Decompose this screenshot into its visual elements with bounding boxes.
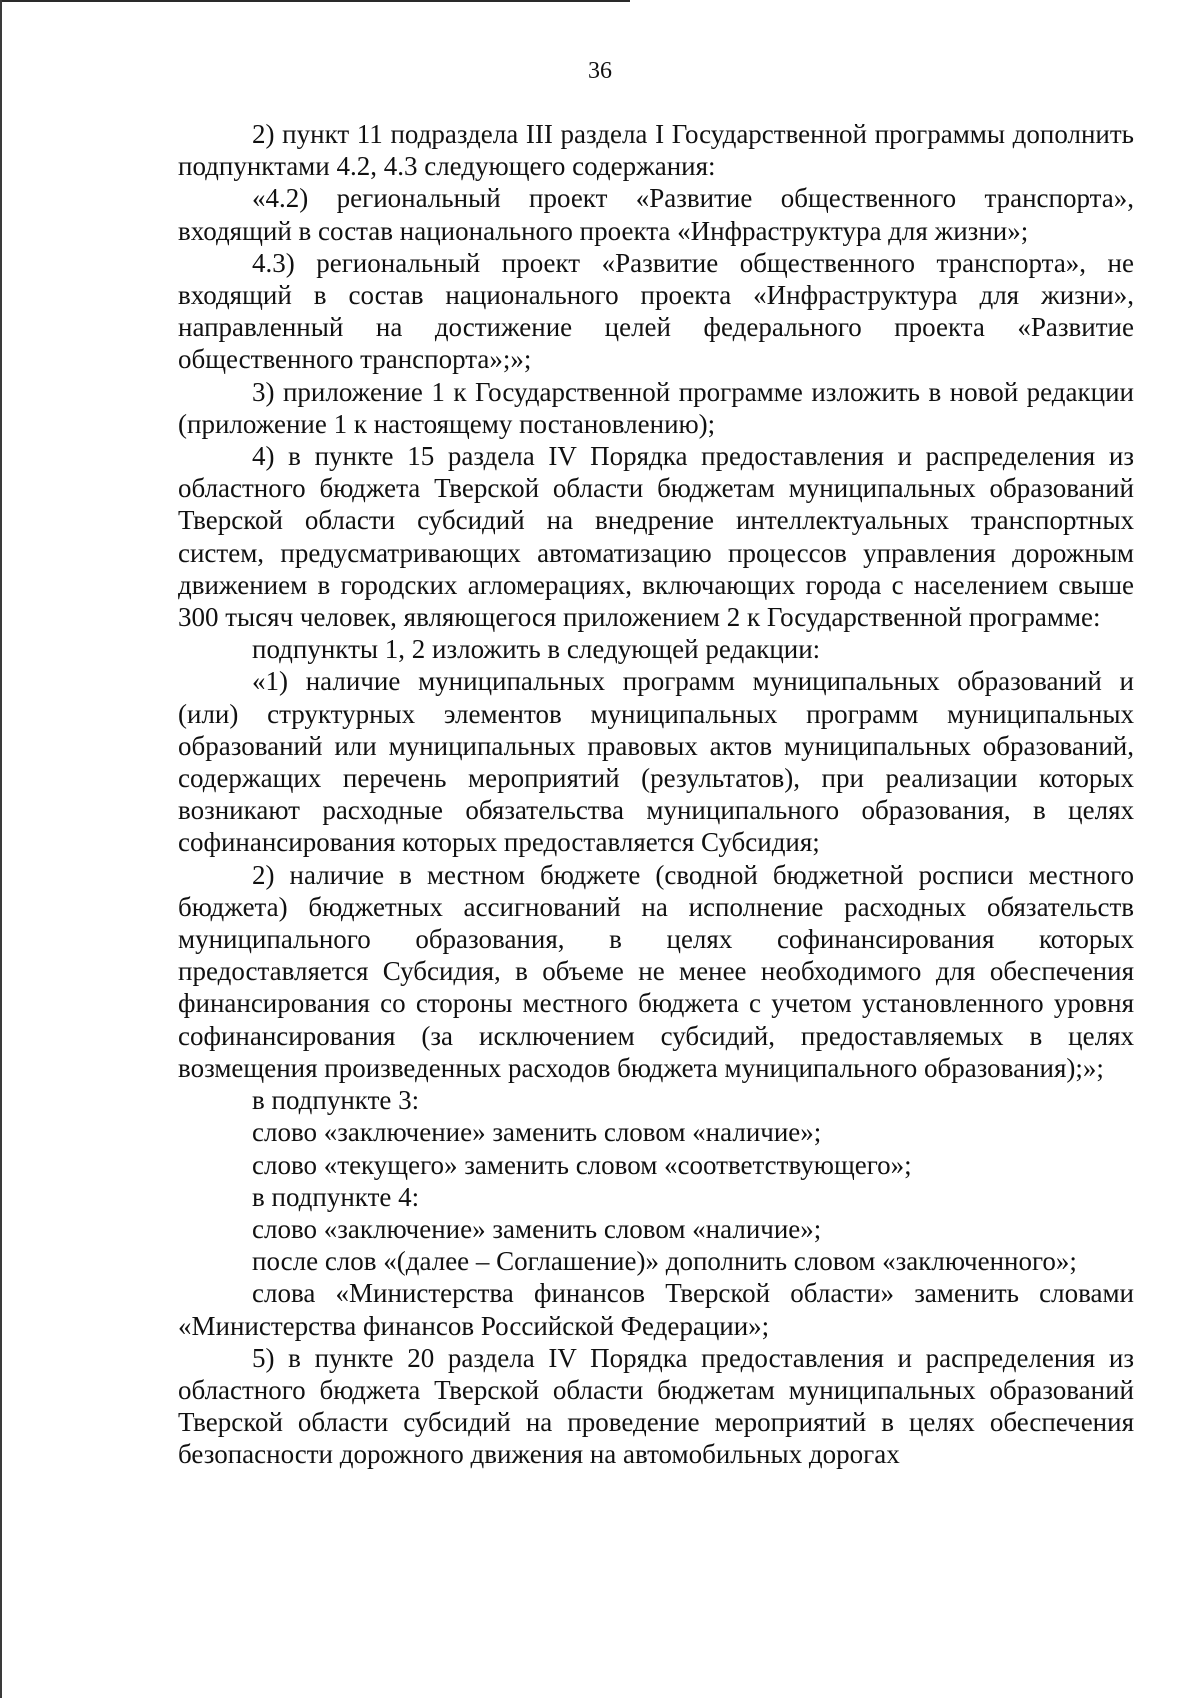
paragraph-subitem-2: 2) наличие в местном бюджете (сводной бюджетной росписи местного бюджета) бюджетных ассигнований на исполнение расходных обязательств муниципального образования, в целях софинансирования которых предоставляется Субсидия, в объеме не менее необходимого для обеспечения финансирования со стороны местного бюджета с учетом установленного уровня софинансирования (за исключением субсидий, предоставляемых в целях возмещения произведенных расходов бюджета муниципального образования);»; — [178, 859, 1134, 1083]
paragraph-subitem-4-3: 4.3) региональный проект «Развитие общественного транспорта», не входящий в состав национального проекта «Инфраструктура для жизни», направленный на достижение целей федерального проекта «Развитие общественного транспорта»;»; — [178, 247, 1134, 375]
paragraph-subitem-4-heading: в подпункте 4: — [252, 1181, 420, 1212]
scan-edge-top — [0, 0, 630, 2]
paragraph-replace-1: слово «заключение» заменить словом «наличие»; — [252, 1117, 822, 1148]
paragraph-add-word: после слов «(далее – Соглашение)» дополнить словом «заключенного»; — [252, 1246, 1077, 1277]
paragraph-item-4: 4) в пункте 15 раздела IV Порядка предоставления и распределения из областного бюджета Тверской области бюджетам муниципальных образований Тверской области субсидий на внедрение интеллектуальных транспортных систем, предусматривающих автоматизацию процессов управления дорожным движением в городских агломерациях, включающих города с населением свыше 300 тысяч человек, являющегося приложением 2 к Государственной программе: — [178, 441, 1134, 633]
document-body — [178, 118, 1134, 1471]
paragraph-replace-4: слова «Министерства финансов Тверской области» заменить словами «Министерства финансов Российской Федерации»; — [178, 1278, 1134, 1341]
paragraph-replace-3: слово «заключение» заменить словом «наличие»; — [252, 1213, 822, 1244]
paragraph-replace-2: слово «текущего» заменить словом «соответствующего»; — [252, 1149, 912, 1180]
paragraph-item-3: 3) приложение 1 к Государственной программе изложить в новой редакции (приложение 1 к настоящему постановлению); — [178, 376, 1134, 439]
paragraph-subitem-4-2: «4.2) региональный проект «Развитие общественного транспорта», входящий в состав национального проекта «Инфраструктура для жизни»; — [178, 183, 1134, 246]
paragraph-subitems-intro: подпункты 1, 2 изложить в следующей редакции: — [252, 634, 821, 665]
page-number: 36 — [588, 58, 612, 84]
paragraph-subitem-3-heading: в подпункте 3: — [252, 1085, 420, 1116]
paragraph-item-2: 2) пункт 11 подраздела III раздела I Государственной программы дополнить подпунктами 4.2, 4.3 следующего содержания: — [178, 119, 1134, 182]
paragraph-subitem-1: «1) наличие муниципальных программ муниципальных образований и (или) структурных элементов муниципальных программ муниципальных образований или муниципальных правовых актов муниципальных образований, содержащих перечень мероприятий (результатов), при реализации которых возникают расходные обязательства муниципального образования, в целях софинансирования которых предоставляется Субсидия; — [178, 666, 1134, 858]
paragraph-item-5: 5) в пункте 20 раздела IV Порядка предоставления и распределения из областного бюджета Тверской области бюджетам муниципальных образований Тверской области субсидий на проведение мероприятий в целях обеспечения безопасности дорожного движения на автомобильных дорогах — [178, 1342, 1134, 1470]
scan-edge-left — [0, 0, 2, 1698]
